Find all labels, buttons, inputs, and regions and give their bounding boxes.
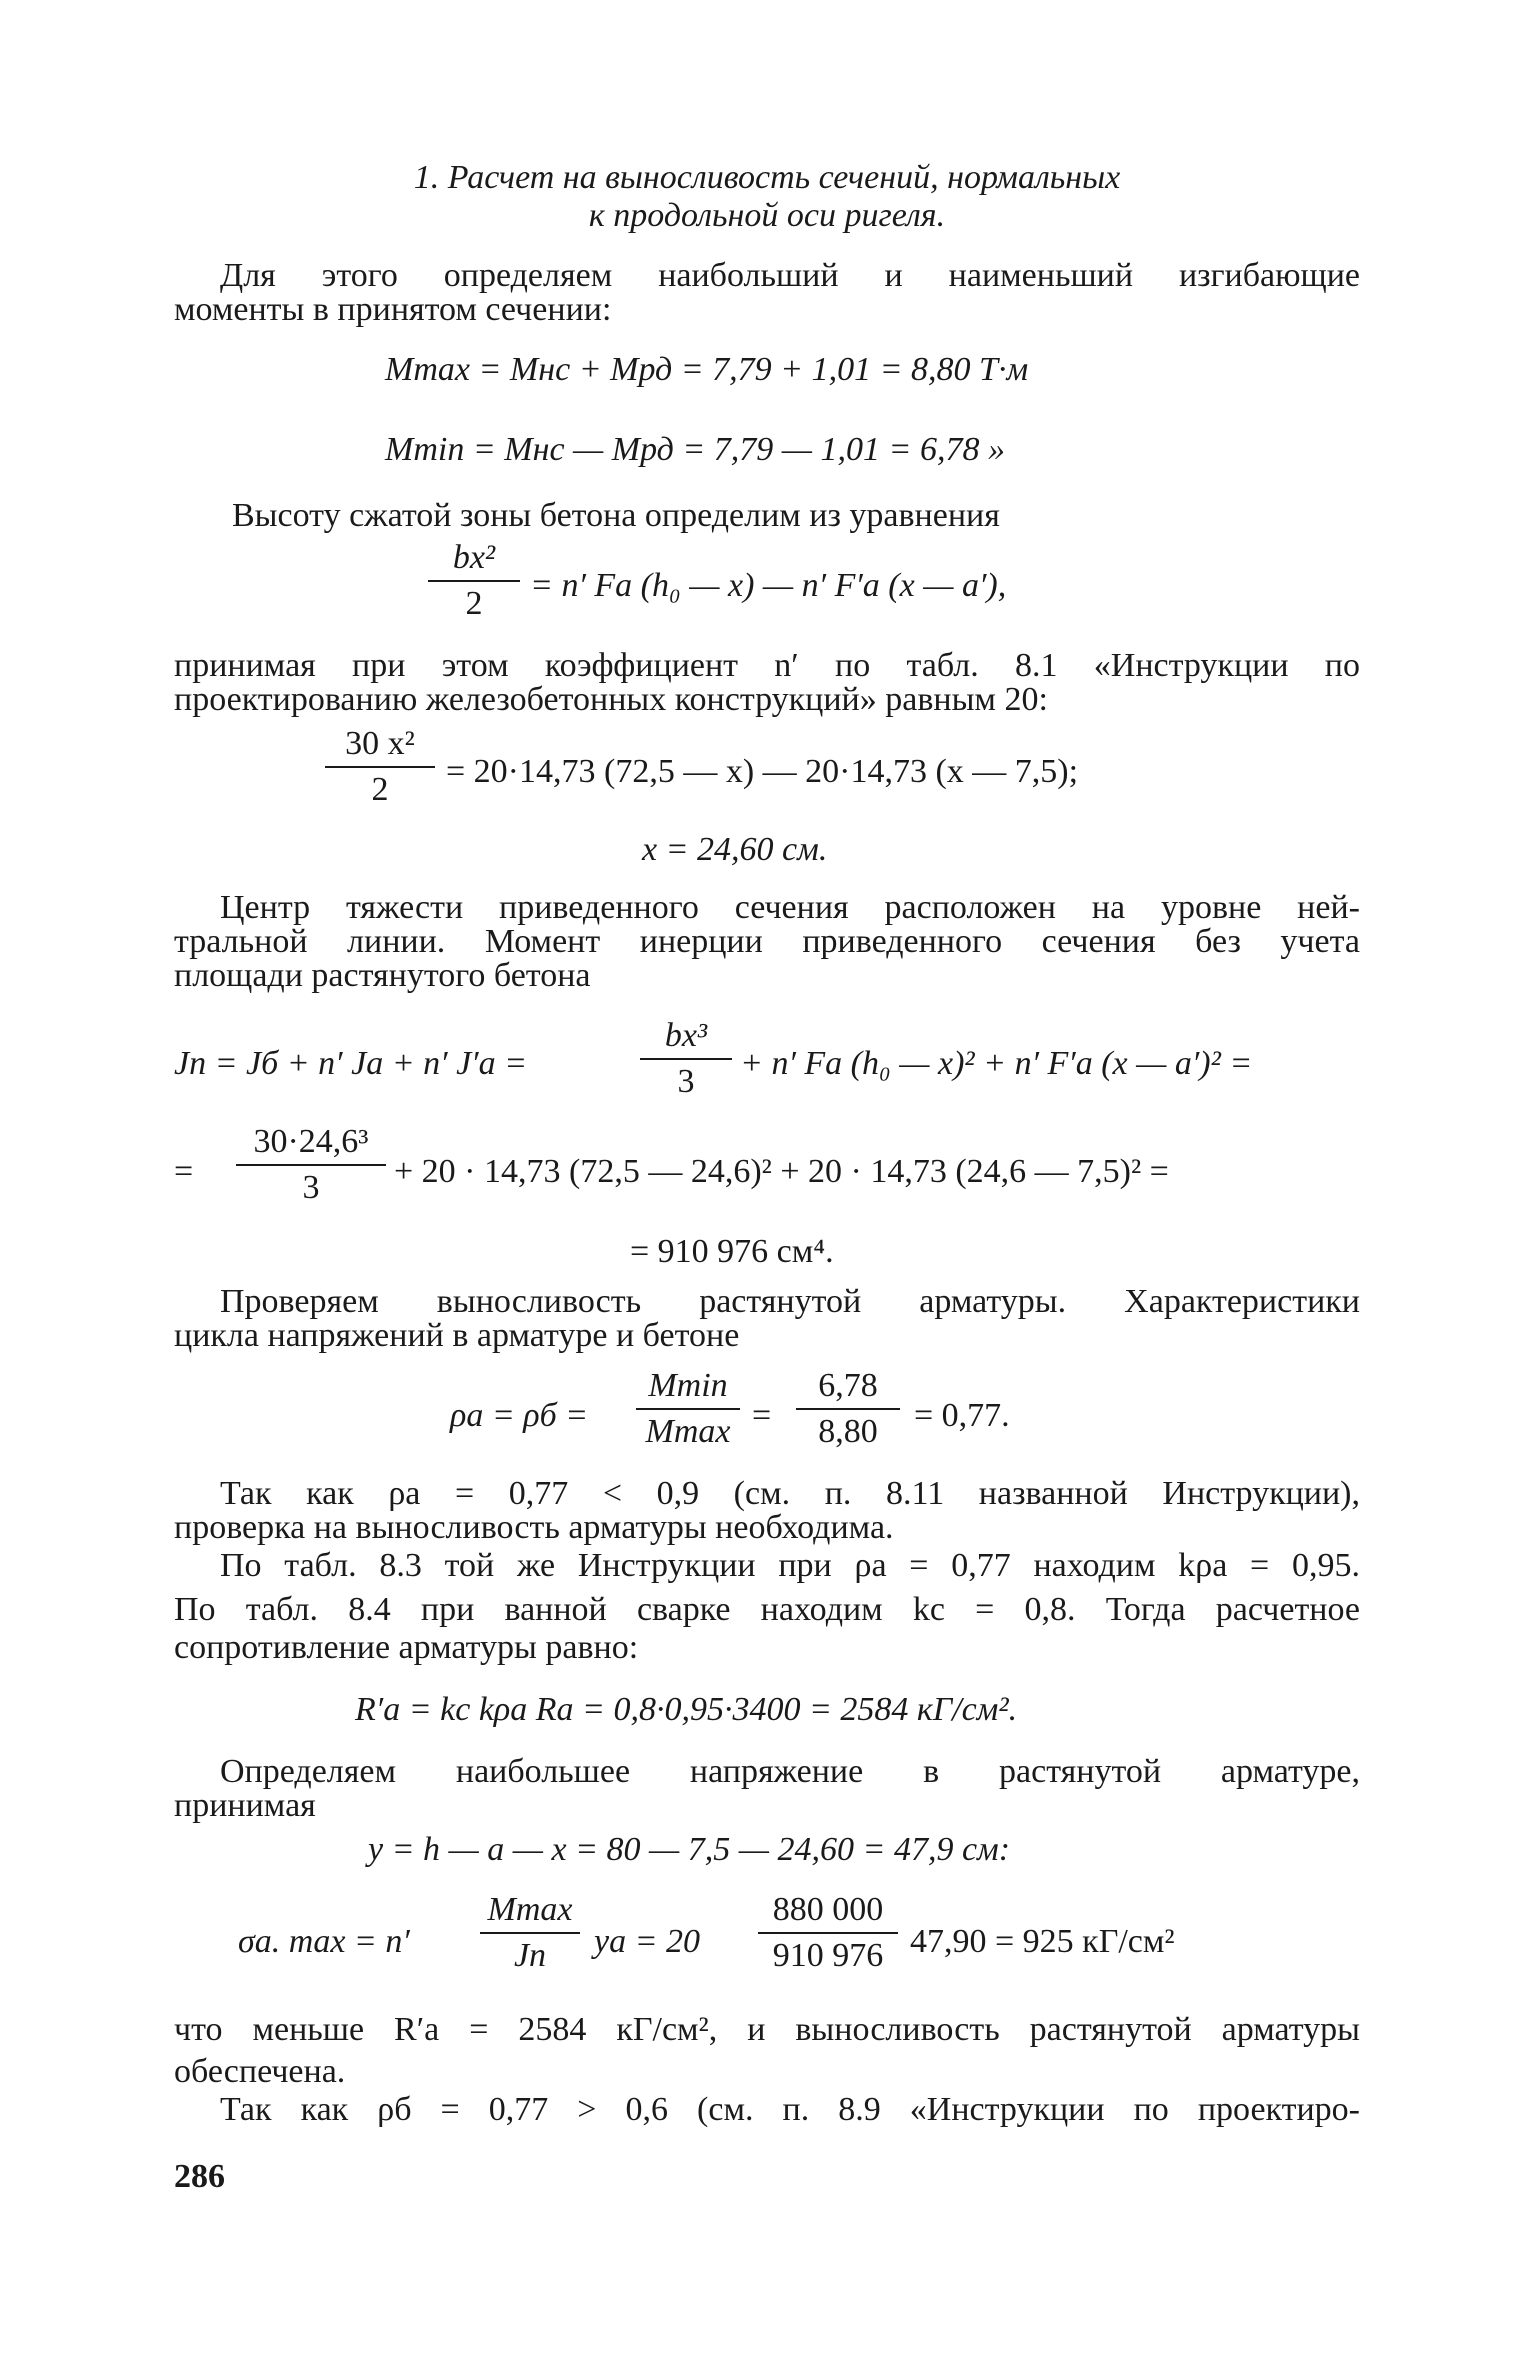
fraction-bar	[480, 1932, 580, 1934]
paragraph-7-line2: По табл. 8.4 при ванной сварке находим kс = 0,8. Тогда расчетное	[174, 1591, 1360, 1628]
paragraph-4-line2: тральной линии. Момент инерции приведенного сечения без учета	[174, 923, 1360, 960]
equation-rho-rhs: = 0,77.	[914, 1397, 1010, 1434]
equation-j2-numerator: 30·24,6³	[253, 1123, 369, 1160]
equation-r: R′а = kс kρа Rа = 0,8·0,95·3400 = 2584 кГ/см².	[355, 1691, 1018, 1728]
equation-rho-lhs: ρа = ρб =	[450, 1397, 589, 1434]
fraction-bar	[236, 1164, 386, 1166]
fraction-bar	[428, 580, 520, 582]
equation-j1-numerator: bx³	[664, 1017, 708, 1054]
equation-mmin: Mmin = Mнс — Mрд = 7,79 — 1,01 = 6,78 »	[385, 431, 1005, 468]
equation-x1-fraction	[428, 538, 520, 624]
paragraph-10: Так как ρб = 0,77 > 0,6 (см. п. 8.9 «Инструкции по проектиро-	[220, 2091, 1360, 2128]
equation-sigma-numerator-1: Mmax	[487, 1891, 573, 1928]
page-number: 286	[174, 2158, 225, 2195]
paragraph-8-line1: Определяем наибольшее напряжение в растянутой арматуре,	[220, 1753, 1360, 1790]
equation-j1-denominator: 3	[677, 1063, 695, 1100]
equation-x1-numerator: bx²	[452, 539, 496, 576]
equation-j3: = 910 976 см⁴.	[630, 1233, 834, 1270]
fraction-bar	[796, 1408, 900, 1410]
equation-rho-denominator-2: 8,80	[818, 1413, 878, 1450]
paragraph-9-line2: обеспечена.	[174, 2053, 346, 2090]
equation-mmax: Mmax = Mнс + Mрд = 7,79 + 1,01 = 8,80 Т·м	[385, 351, 1029, 388]
equation-sigma-denominator-2: 910 976	[772, 1937, 884, 1974]
fraction-bar	[325, 766, 435, 768]
paragraph-4-line1: Центр тяжести приведенного сечения расположен на уровне ней-	[220, 889, 1360, 926]
paragraph-2: Высоту сжатой зоны бетона определим из уравнения	[232, 497, 1000, 534]
paragraph-5-line1: Проверяем выносливость растянутой арматуры. Характеристики	[220, 1283, 1360, 1320]
fraction-bar	[636, 1408, 740, 1410]
paragraph-8-line2: принимая	[174, 1787, 316, 1824]
equation-j2-fraction	[236, 1122, 386, 1208]
section-heading-line2: к продольной оси ригеля.	[588, 197, 946, 234]
equation-x3: x = 24,60 см.	[642, 831, 828, 868]
equation-x1-denominator: 2	[465, 585, 483, 622]
paragraph-7-line1: По табл. 8.3 той же Инструкции при ρа = 0,77 находим kρа = 0,95.	[220, 1547, 1360, 1584]
paragraph-1-line2: моменты в принятом сечении:	[174, 291, 612, 328]
equation-x2-fraction	[325, 724, 435, 810]
equation-j1-lhs: Jп = Jб + n′ Jа + n′ J′а =	[174, 1045, 528, 1082]
equation-y: y = h — a — x = 80 — 7,5 — 24,60 = 47,9 см:	[368, 1831, 1011, 1868]
equation-x2-numerator: 30 x²	[345, 725, 415, 762]
equation-j1-fraction	[640, 1016, 732, 1102]
equation-sigma-lhs: σа. max = n′	[238, 1923, 410, 1960]
equation-j2-denominator: 3	[302, 1169, 320, 1206]
equation-j1-rhs: + n′ Fа (h₀ — x)² + n′ F′а (x — a′)² =	[740, 1045, 1253, 1082]
paragraph-6-line2: проверка на выносливость арматуры необходима.	[174, 1509, 894, 1546]
paragraph-5-line2: цикла напряжений в арматуре и бетоне	[174, 1317, 740, 1354]
paragraph-9-line1: что меньше R′а = 2584 кГ/см², и выносливость растянутой арматуры	[174, 2011, 1360, 2048]
equation-sigma-rhs: 47,90 = 925 кГ/см²	[910, 1923, 1175, 1960]
equation-rho-fraction-2	[796, 1366, 900, 1452]
fraction-bar	[758, 1932, 898, 1934]
equation-rho-fraction-1	[636, 1366, 740, 1452]
equation-j2-lhs: =	[174, 1153, 194, 1190]
equation-sigma-denominator-1: Jп	[513, 1937, 547, 1974]
paragraph-3-line1: принимая при этом коэффициент n′ по табл. 8.1 «Инструкции по	[174, 647, 1360, 684]
paragraph-6-line1: Так как ρа = 0,77 < 0,9 (см. п. 8.11 названной Инструкции),	[220, 1475, 1360, 1512]
paragraph-4-line3: площади растянутого бетона	[174, 957, 591, 994]
equation-x2-denominator: 2	[371, 771, 389, 808]
equation-rho-numerator-1: Mmin	[648, 1367, 728, 1404]
equation-sigma-mid: yа = 20	[594, 1923, 701, 1960]
section-heading-line1: 1. Расчет на выносливость сечений, нормальных	[413, 159, 1121, 196]
fraction-bar	[640, 1058, 732, 1060]
equation-x2-rhs: = 20·14,73 (72,5 — x) — 20·14,73 (x — 7,5);	[446, 753, 1079, 790]
equation-sigma-fraction-2	[758, 1890, 898, 1976]
equation-j2-rhs: + 20 · 14,73 (72,5 — 24,6)² + 20 · 14,73 (24,6 — 7,5)² =	[394, 1153, 1169, 1190]
equation-x1-rhs: = n′ Fа (h₀ — x) — n′ F′а (x — a′),	[530, 567, 1007, 604]
paragraph-7-line3: сопротивление арматуры равно:	[174, 1629, 639, 1666]
equation-sigma-fraction-1	[480, 1890, 580, 1976]
equation-rho-denominator-1: Mmax	[645, 1413, 731, 1450]
equation-sigma-numerator-2: 880 000	[772, 1891, 884, 1928]
equation-rho-equals: =	[752, 1397, 772, 1434]
equation-rho-numerator-2: 6,78	[818, 1367, 878, 1404]
paragraph-1-line1: Для этого определяем наибольший и наименьший изгибающие	[220, 257, 1360, 294]
paragraph-3-line2: проектированию железобетонных конструкций» равным 20:	[174, 681, 1048, 718]
